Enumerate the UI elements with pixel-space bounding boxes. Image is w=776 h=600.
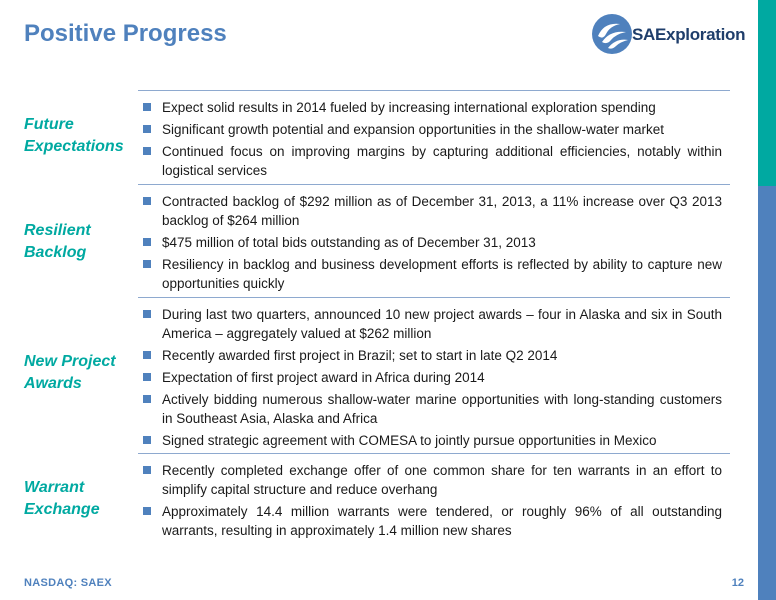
square-bullet-icon: [143, 395, 151, 403]
footer-ticker: NASDAQ: SAEX: [24, 577, 112, 589]
bullet-item: Actively bidding numerous shallow-water marine opportunities with long-standing customers in Southeast Asia, Alaska and Africa: [142, 390, 722, 428]
section-divider: [138, 297, 730, 298]
square-bullet-icon: [143, 310, 151, 318]
bullet-item: Contracted backlog of $292 million as of December 31, 2013, a 11% increase over Q3 2013 backlog of $264 million: [142, 192, 722, 230]
section-new-project-awards: [0, 297, 758, 455]
section-resilient-backlog: [0, 184, 758, 298]
bullet-item: Expectation of first project award in Africa during 2014: [142, 368, 722, 387]
right-accent-band: [758, 0, 776, 600]
swirl-logo-icon: [590, 12, 634, 56]
bullet-item: Signed strategic agreement with COMESA to jointly pursue opportunities in Mexico: [142, 431, 722, 450]
bullet-item: Significant growth potential and expansion opportunities in the shallow-water market: [142, 120, 722, 139]
section-divider: [138, 184, 730, 185]
section-warrant-exchange: [0, 453, 758, 549]
bullet-item: Resiliency in backlog and business development efforts is reflected by ability to capture new opportunities quickly: [142, 255, 722, 293]
square-bullet-icon: [143, 260, 151, 268]
section-divider: [138, 90, 730, 91]
section-future-expectations: [0, 90, 758, 186]
page-number: 12: [731, 577, 744, 589]
square-bullet-icon: [143, 238, 151, 246]
square-bullet-icon: [143, 436, 151, 444]
section-label: Future Expectations: [24, 116, 124, 155]
square-bullet-icon: [143, 103, 151, 111]
right-band-blue-segment: [758, 186, 776, 600]
bullet-item: Approximately 14.4 million warrants were tendered, or roughly 96% of all outstanding warrants, resulting in approximately 1.4 million new shares: [142, 502, 722, 540]
right-band-teal-segment: [758, 0, 776, 186]
bullet-item: $475 million of total bids outstanding as of December 31, 2013: [142, 233, 722, 252]
bullet-item: During last two quarters, announced 10 new project awards – four in Alaska and six in South America – aggregately valued at $262 million: [142, 305, 722, 343]
bullet-item: Recently awarded first project in Brazil; set to start in late Q2 2014: [142, 346, 722, 365]
bullet-item: Continued focus on improving margins by capturing additional efficiencies, notably within logistical services: [142, 142, 722, 180]
square-bullet-icon: [143, 125, 151, 133]
bullet-item: Recently completed exchange offer of one common share for ten warrants in an effort to simplify capital structure and reduce overhang: [142, 461, 722, 499]
square-bullet-icon: [143, 197, 151, 205]
section-label: Warrant Exchange: [24, 479, 100, 518]
section-divider: [138, 453, 730, 454]
logo-text: SAExploration: [632, 25, 746, 44]
section-label: Resilient Backlog: [24, 222, 91, 261]
page-title: Positive Progress: [24, 20, 227, 47]
square-bullet-icon: [143, 147, 151, 155]
company-logo: [590, 12, 748, 56]
section-label: New Project Awards: [24, 353, 116, 392]
square-bullet-icon: [143, 373, 151, 381]
square-bullet-icon: [143, 466, 151, 474]
square-bullet-icon: [143, 351, 151, 359]
bullet-item: Expect solid results in 2014 fueled by increasing international exploration spending: [142, 98, 722, 117]
square-bullet-icon: [143, 507, 151, 515]
